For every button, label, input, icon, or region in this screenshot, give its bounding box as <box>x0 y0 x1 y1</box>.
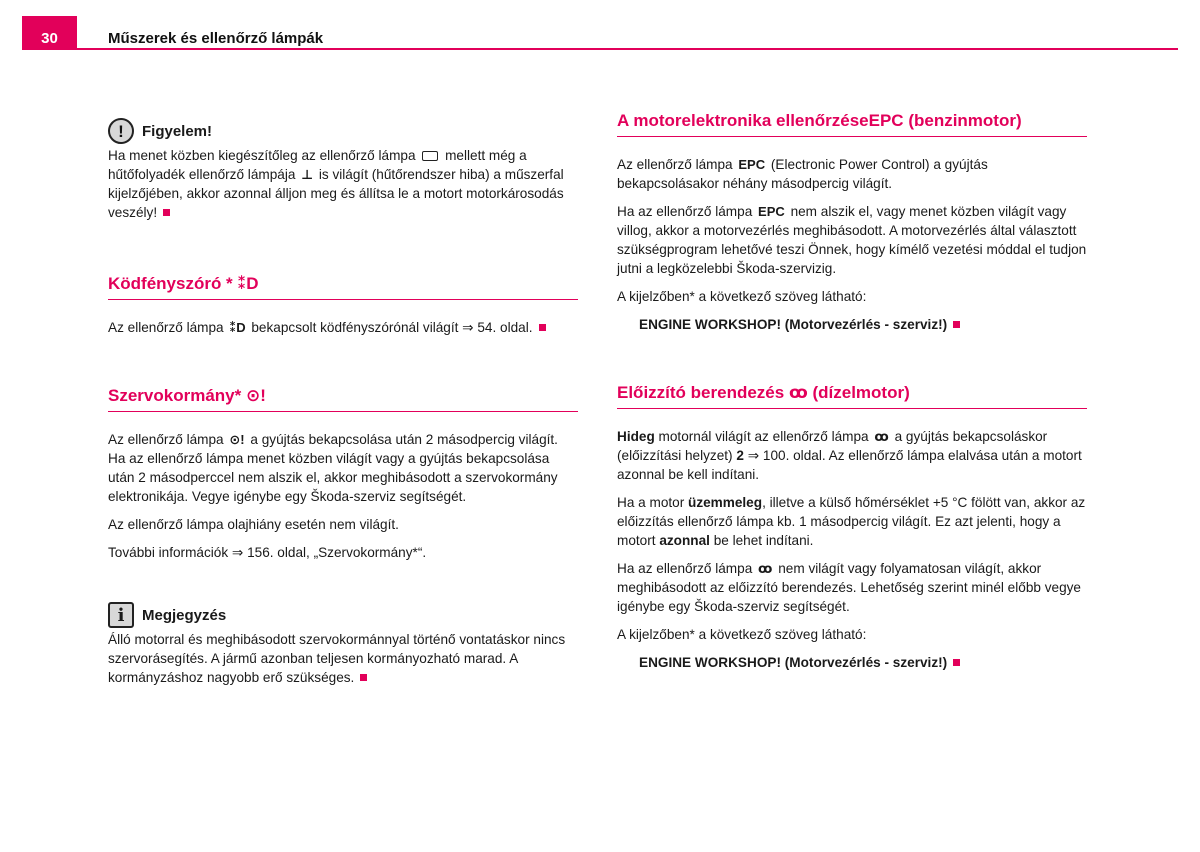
epc-p1: Az ellenőrző lámpa EPC (Electronic Power Control) a gyújtás bekapcsolásakor néhány másodpercig világít. <box>617 157 988 191</box>
info-icon: i <box>108 602 134 628</box>
epc-section <box>617 155 1087 334</box>
steering-lamp-icon: ⊙! <box>229 432 245 447</box>
end-mark-icon <box>163 209 170 216</box>
epc-p2: Ha az ellenőrző lámpa EPC nem alszik el, vagy menet közben világít vagy villog, akkor a motorvezérlés meghibásodott. A motorvezérlés által választott szükségprogram lehetővé teszi Önnek, hogy kímélő vezetési móddal el tudjon jutni a legközelebbi Škoda-szervizig. <box>617 204 1087 276</box>
epc-icon: EPC <box>868 111 904 130</box>
glow-p3: Ha az ellenőrző lámpa ꝏ nem világít vagy folyamatosan világít, akkor meghibásodott az előizzító berendezés. Lehetőség szerint minél előbb vegye igénybe egy Škoda-szerviz segítségét. <box>617 561 1081 614</box>
warning-box <box>108 118 578 222</box>
end-mark-icon <box>953 659 960 666</box>
fog-lamp-icon: ⁑D <box>229 320 246 335</box>
warning-text: Ha menet közben kiegészítőleg az ellenőrző lámpa mellett még a hűtőfolyadék ellenőrző lámpája ⊥ is világít (hűtőrendszer hiba) a műszerfal kijelzőjében, akkor azonnal álljon meg és állítsa le a motort motorkárosodás veszély! <box>108 148 564 220</box>
steering-p3: További információk ⇒ 156. oldal, „Szervokormány*“. <box>108 545 427 560</box>
glow-heading: Előizzító berendezés ꝏ (dízelmotor) <box>617 382 1087 409</box>
warning-icon: ! <box>108 118 134 144</box>
glow-plug-icon: ꝏ <box>758 561 773 576</box>
end-mark-icon <box>539 324 546 331</box>
note-box <box>108 602 578 687</box>
steering-p2: Az ellenőrző lámpa olajhiány esetén nem világít. <box>108 517 399 532</box>
glow-plug-icon: ꝏ <box>788 383 808 402</box>
fog-section <box>108 318 578 337</box>
end-mark-icon <box>953 321 960 328</box>
steering-section <box>108 430 578 562</box>
epc-heading: A motorelektronika ellenőrzéseEPC (benzinmotor) <box>617 110 1087 137</box>
header-rule <box>22 48 1178 50</box>
epc-display-text: ENGINE WORKSHOP! (Motorvezérlés - szerviz!) <box>617 315 1087 334</box>
fog-lamp-icon: ⁑D <box>237 274 259 293</box>
glow-p1: Hideg motornál világít az ellenőrző lámpa ꝏ a gyújtás bekapcsoláskor (előizzítási helyzet) 2 ⇒ 100. oldal. Az ellenőrző lámpa elalvása után a motort azonnal be kell indítani. <box>617 429 1082 482</box>
epc-icon: EPC <box>758 204 785 219</box>
note-text: Álló motorral és meghibásodott szervokormánnyal történő vontatáskor nincs szervorásegítés. A jármű azonban teljesen kormányozható marad. A kormányzáshoz nagyobb erő szükséges. <box>108 632 566 685</box>
chapter-title: Műszerek és ellenőrző lámpák <box>108 30 324 47</box>
glow-plug-icon: ꝏ <box>874 429 889 444</box>
glow-section <box>617 427 1087 672</box>
end-mark-icon <box>360 674 367 681</box>
battery-lamp-icon <box>422 151 438 161</box>
fog-text: Az ellenőrző lámpa ⁑D bekapcsolt ködfényszórónál világít ⇒ 54. oldal. <box>108 318 578 337</box>
glow-p4: A kijelzőben* a következő szöveg látható: <box>617 627 867 642</box>
note-title: Megjegyzés <box>142 606 227 624</box>
glow-display-text: ENGINE WORKSHOP! (Motorvezérlés - szerviz!) <box>617 653 1087 672</box>
epc-p3: A kijelzőben* a következő szöveg látható: <box>617 289 867 304</box>
epc-icon: EPC <box>738 157 766 172</box>
steering-lamp-icon: ⊙! <box>245 386 266 405</box>
glow-p2: Ha a motor üzemmeleg, illetve a külső hőmérséklet +5 °C fölött van, akkor az előizzítás ellenőrző lámpa kb. 1 másodpercig világít. Ez azt jelenti, hogy a motort azonnal be lehet indítani. <box>617 495 1086 548</box>
steering-heading: Szervokormány* ⊙! <box>108 385 578 412</box>
warning-title: Figyelem! <box>142 122 213 140</box>
fog-heading: Ködfényszóró * ⁑D <box>108 273 578 300</box>
coolant-lamp-icon: ⊥ <box>301 167 314 182</box>
page-number: 30 <box>22 16 77 48</box>
steering-p1: Az ellenőrző lámpa ⊙! a gyújtás bekapcsolása után 2 másodpercig világít. Ha az ellenőrző lámpa menet közben világít vagy a gyújtás bekapcsolása után 2 másodperccel nem alszik el, akkor meghibásodott a szervokormány elektronikája. Vegye igénybe egy Škoda-szerviz segítségét. <box>108 432 558 504</box>
